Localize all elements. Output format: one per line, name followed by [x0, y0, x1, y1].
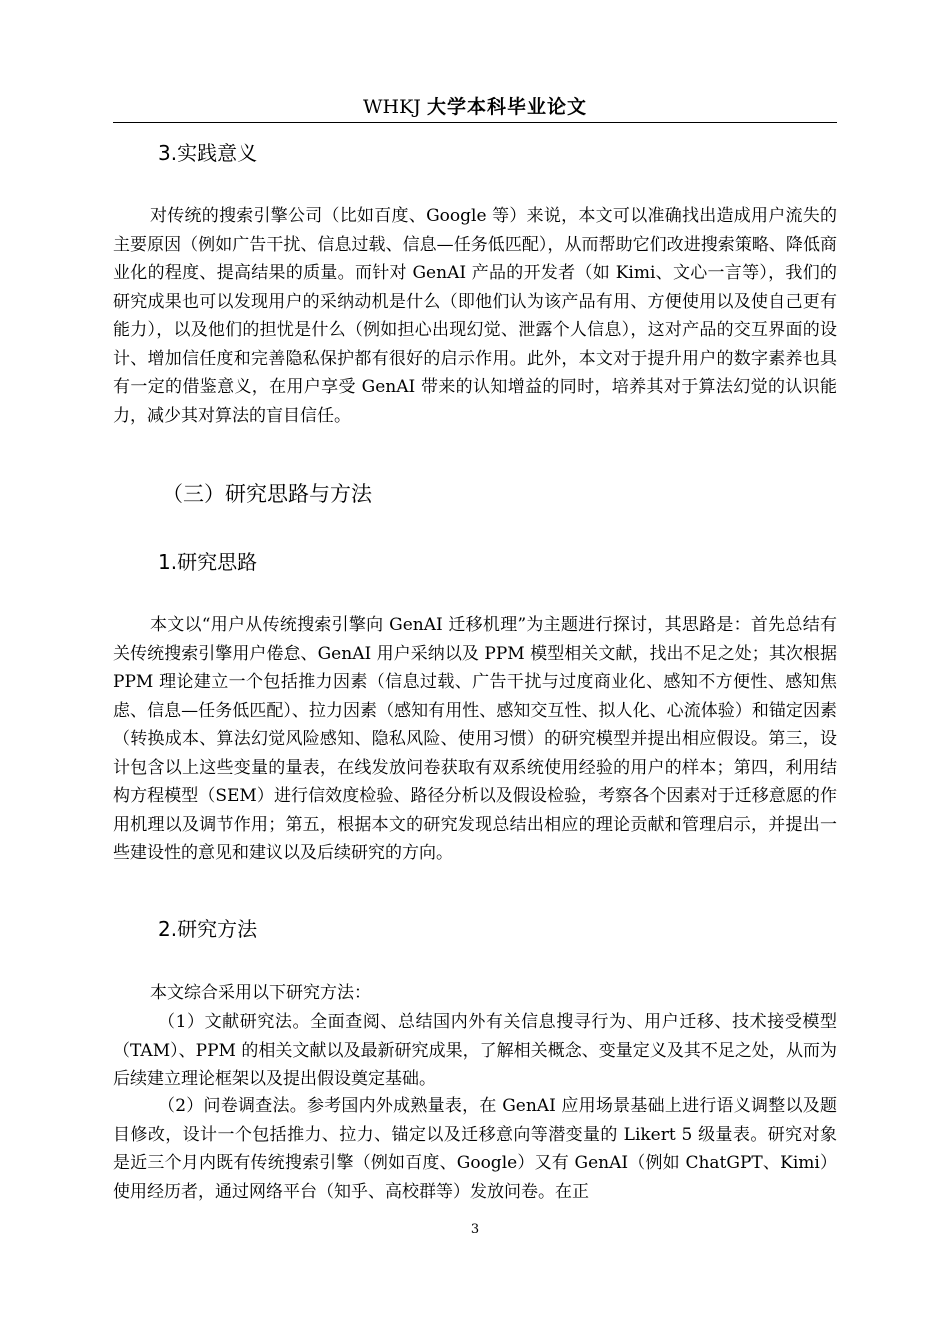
research-approach-heading: （三）研究思路与方法: [162, 482, 372, 506]
page-number: 3: [470, 1222, 480, 1237]
header-title: 大学本科毕业论文: [426, 96, 587, 118]
research-method-intro: 本文综合采用以下研究方法：: [150, 983, 371, 1003]
research-method-heading: 2.研究方法: [158, 917, 258, 941]
method-literature-paragraph: （1）文献研究法。全面查阅、总结国内外有关信息搜寻行为、用户迁移、技术接受模型（TAM）、PPM 的相关文献以及最新研究成果，了解相关概念、变量定义及其不足之处，从而为后续建立理论框架以及提出假设奠定基础。: [113, 1012, 837, 1089]
research-idea-heading: 1.研究思路: [158, 550, 258, 574]
header-org: WHKJ: [363, 96, 421, 118]
page-header: [113, 92, 837, 123]
practical-significance-heading: 3.实践意义: [158, 141, 258, 165]
research-idea-paragraph: 本文以“用户从传统搜索引擎向 GenAI 迁移机理”为主题进行探讨，其思路是：首先总结有关传统搜索引擎用户倦怠、GenAI 用户采纳以及 PPM 模型相关文献，找出不足之处；其次根据 PPM 理论建立一个包括推力因素（信息过载、广告干扰与过度商业化、感知不方便性、感知焦虑、信息—任务低匹配）、拉力因素（感知有用性、感知交互性、拟人化、心流体验）和锚定因素（转换成本、算法幻觉风险感知、隐私风险、使用习惯）的研究模型并提出相应假设。第三，设计包含以上这些变量的量表，在线发放问卷获取有双系统使用经验的用户的样本；第四，利用结构方程模型（SEM）进行信效度检验、路径分析以及假设检验，考察各个因素对于迁移意愿的作用机理以及调节作用；第五，根据本文的研究发现总结出相应的理论贡献和管理启示，并提出一些建设性的意见和建议以及后续研究的方向。: [113, 615, 837, 863]
practical-significance-paragraph: 对传统的搜索引擎公司（比如百度、Google 等）来说，本文可以准确找出造成用户流失的主要原因（例如广告干扰、信息过载、信息—任务低匹配），从而帮助它们改进搜索策略、降低商业化的程度、提高结果的质量。而针对 GenAI 产品的开发者（如 Kimi、文心一言等），我们的研究成果也可以发现用户的采纳动机是什么（即他们认为该产品有用、方便使用以及使自己更有能力），以及他们的担忧是什么（例如担心出现幻觉、泄露个人信息），这对产品的交互界面的设计、增加信任度和完善隐私保护都有很好的启示作用。此外，本文对于提升用户的数字素养也具有一定的借鉴意义，在用户享受 GenAI 带来的认知增益的同时，培养其对于算法幻觉的认识能力，减少其对算法的盲目信任。: [113, 206, 837, 426]
method-survey-paragraph: （2）问卷调查法。参考国内外成熟量表，在 GenAI 应用场景基础上进行语义调整以及题目修改，设计一个包括推力、拉力、锚定以及迁移意向等潜变量的 Likert 5 级量表。研究对象是近三个月内既有传统搜索引擎（例如百度、Google）又有 GenAI（例如 ChatGPT、Kimi）使用经历者，通过网络平台（知乎、高校群等）发放问卷。在正: [113, 1096, 837, 1202]
